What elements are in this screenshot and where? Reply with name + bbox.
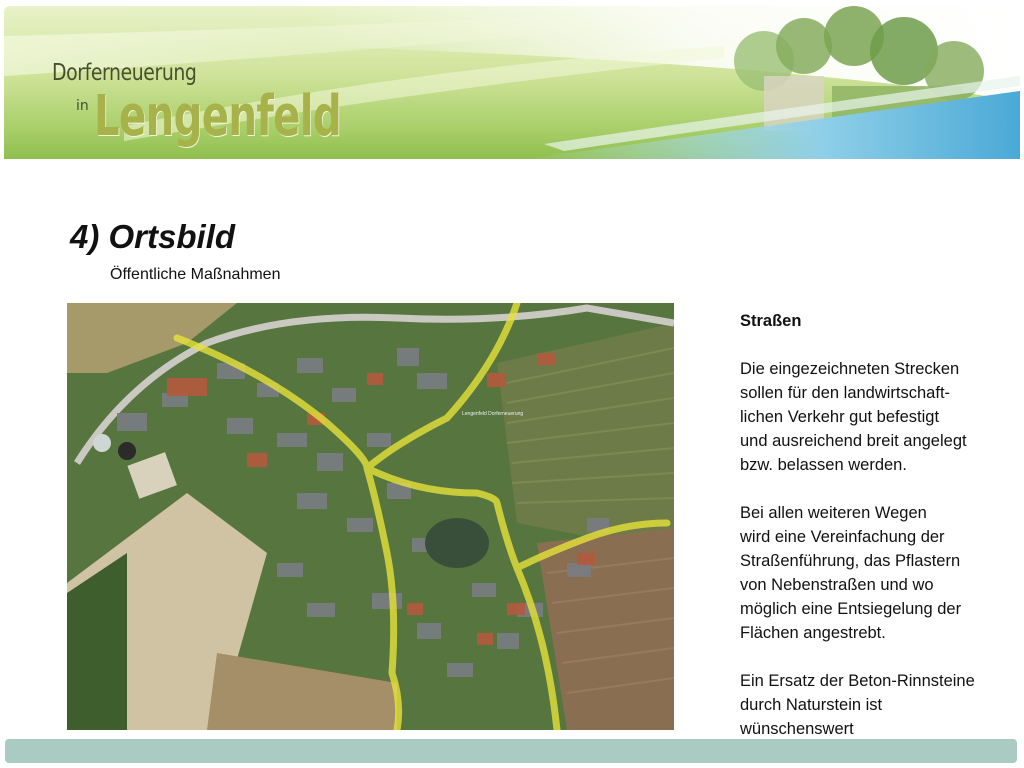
aerial-photo: [67, 303, 674, 730]
paragraph-line: durch Naturstein ist: [740, 696, 883, 714]
brand-title-in: in: [76, 98, 89, 114]
brand-title-line1: Dorferneuerung: [52, 60, 197, 86]
footer-bar: [5, 739, 1017, 763]
paragraph-line: und ausreichend breit angelegt: [740, 432, 967, 450]
paragraph-2: [740, 501, 1010, 645]
aerial-map-graphic: [67, 303, 674, 730]
text-panel: [740, 309, 1010, 741]
paragraph-line: wünschenswert: [740, 720, 854, 738]
paragraph-line: bzw. belassen werden.: [740, 456, 907, 474]
photo-label: Lengenfeld Dorferneuerung: [462, 411, 524, 417]
brand-title-line2: Lengenfeld: [94, 84, 342, 149]
paragraph-line: Flächen angestrebt.: [740, 624, 886, 642]
page-title: 4) Ortsbild: [70, 218, 236, 255]
paragraph-line: sollen für den landwirtschaft-: [740, 384, 951, 402]
header-banner: [4, 6, 1020, 159]
paragraph-line: Ein Ersatz der Beton-Rinnsteine: [740, 672, 975, 690]
paragraph-line: Bei allen weiteren Wegen: [740, 504, 927, 522]
paragraph-line: von Nebenstraßen und wo: [740, 576, 934, 594]
paragraph-line: lichen Verkehr gut befestigt: [740, 408, 940, 426]
paragraph-line: möglich eine Entsiegelung der: [740, 600, 962, 618]
paragraph-3: [740, 669, 1010, 741]
page-subtitle: Öffentliche Maßnahmen: [110, 266, 281, 283]
section-heading: Straßen: [740, 312, 802, 330]
paragraph-line: wird eine Vereinfachung der: [740, 528, 945, 546]
paragraph-line: Die eingezeichneten Strecken: [740, 360, 960, 378]
paragraph-1: [740, 357, 1010, 477]
paragraph-line: Straßenführung, das Pflastern: [740, 552, 961, 570]
